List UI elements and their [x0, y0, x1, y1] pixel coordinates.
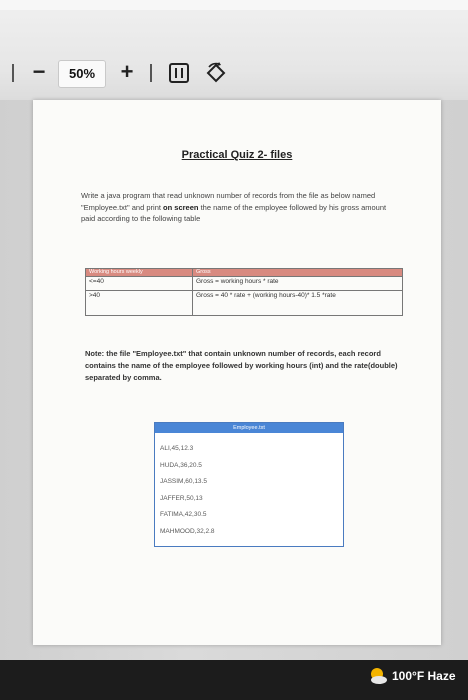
paragraph-bold-text: on screen: [163, 202, 199, 212]
file-record: ALI,45,12.3: [160, 445, 194, 452]
table-header-row: [86, 269, 403, 277]
paragraph-text: the name of the employee followed by his gross amount paid according to the following table: [81, 202, 387, 223]
weather-sun-cloud-icon[interactable]: [368, 666, 388, 686]
note-paragraph: Note: the file "Employee.txt" that contain unknown number of records, each record contains the name of the employee followed by working hours (int) and the rate(double) separated by comma.: [85, 349, 398, 382]
table-cell: <=40: [86, 277, 193, 291]
zoom-out-button[interactable]: −: [32, 59, 46, 84]
table-cell: Gross = 40 * rate + (working hours-40)* 1.5 *rate: [193, 291, 403, 316]
file-contents: [155, 433, 343, 540]
file-record: FATIMA,42,30.5: [160, 511, 207, 518]
table-row: [86, 277, 403, 291]
table-cell: Gross = working hours * rate: [193, 277, 403, 291]
gross-rules-table: [85, 268, 403, 316]
table-header-cell: Working hours weekly: [86, 269, 193, 277]
file-record: JAFFER,50,13: [160, 494, 203, 502]
weather-status[interactable]: 100°F Haze: [392, 669, 456, 683]
fit-page-icon[interactable]: [168, 62, 190, 84]
table-header-cell: Gross: [193, 269, 403, 277]
zoom-in-button[interactable]: +: [120, 59, 134, 84]
question-paragraph: [81, 190, 401, 225]
rotate-icon[interactable]: [204, 62, 228, 84]
page-title: Practical Quiz 2- files: [181, 149, 293, 161]
toolbar-separator: [12, 64, 14, 82]
file-preview-box: [154, 422, 344, 547]
file-record: JASSIM,60,13.5: [160, 478, 207, 485]
file-record: MAHMOOD,32,2.8: [160, 527, 215, 535]
pdf-page: [33, 100, 441, 645]
table-cell: >40: [86, 291, 193, 316]
pdf-toolbar: [0, 0, 468, 100]
file-name-header: Employee.txt: [155, 423, 343, 433]
zoom-value-field[interactable]: 50%: [58, 60, 106, 88]
toolbar-top-edge: [0, 0, 468, 10]
toolbar-separator: [150, 64, 152, 82]
file-record: HUDA,36,20.5: [160, 461, 202, 469]
table-row: [86, 291, 403, 316]
paragraph-text: Write a java program that read unknown number of records from the file as below named "Employee.txt" and print: [81, 191, 376, 212]
